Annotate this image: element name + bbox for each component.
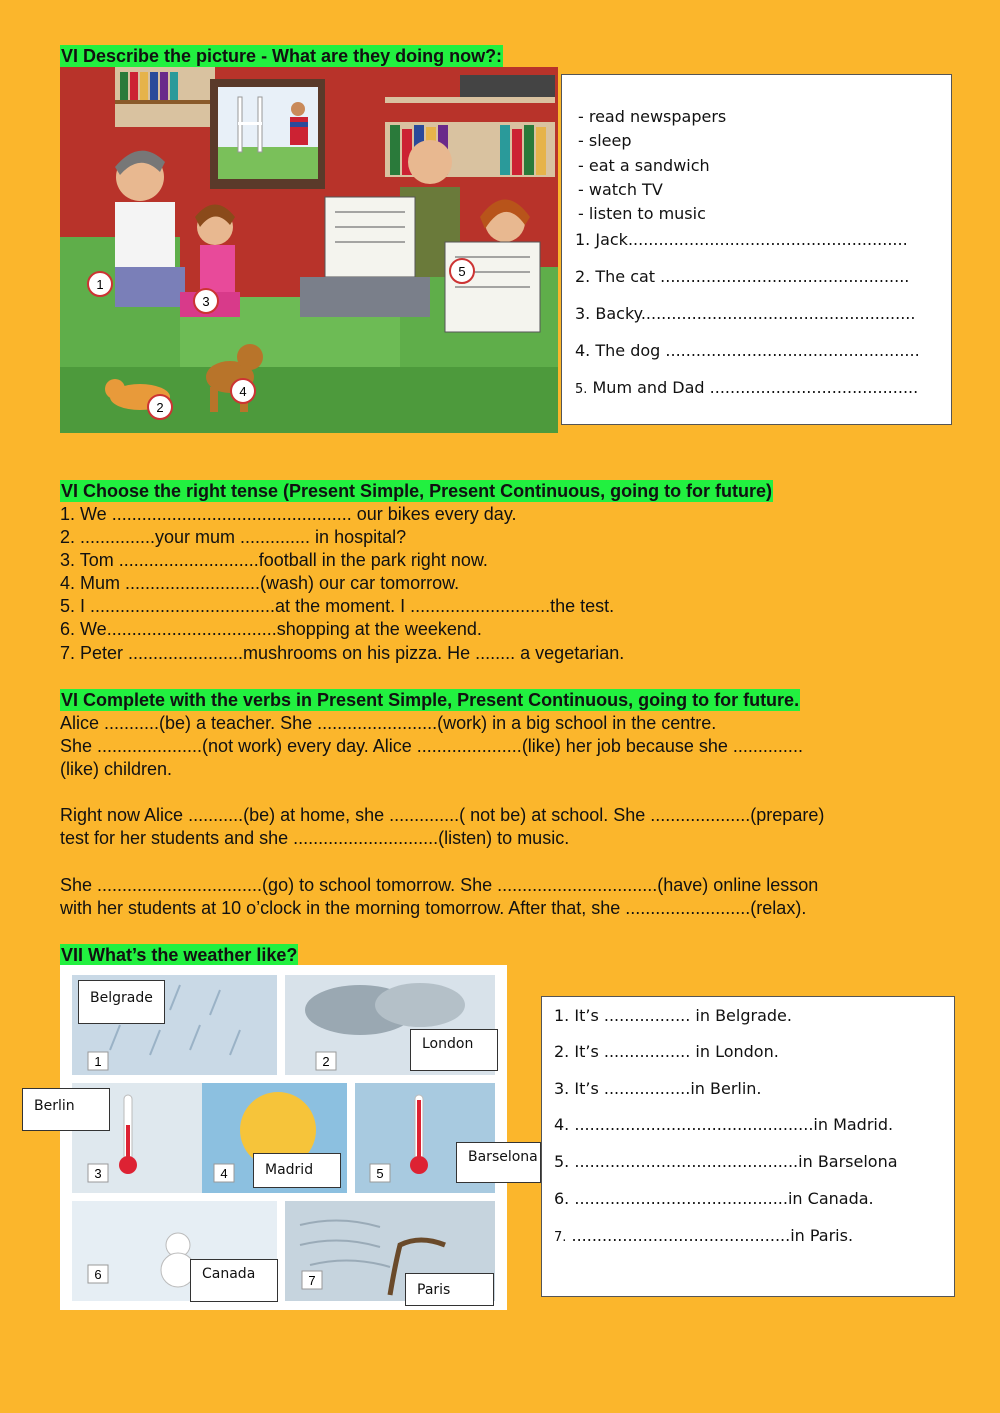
panel-number-7 [302,1271,322,1289]
weather-sentence-1[interactable] [554,1006,792,1025]
complete-line-7[interactable]: with her students at 10 o’clock in the morning tomorrow. After that, she .........................(relax). [60,898,807,918]
badge-label-5: 5 [458,264,466,279]
weather-sentence-5-num: 5. [554,1152,570,1171]
panel-number-4 [214,1164,234,1182]
sentence-2[interactable] [575,267,909,286]
weather-sentence-1-num: 1. [554,1006,570,1025]
section1-heading: VI Describe the picture - What are they doing now?: [61,46,503,66]
weather-sentence-6[interactable] [554,1189,874,1208]
weather-sentence-5-text: ............................................in Barselona [574,1152,898,1171]
weather-sentence-7-text: ...........................................in Paris. [571,1226,854,1245]
sentence-2-text: The cat ................................................. [595,267,910,286]
section3-heading: VI Complete with the verbs in Present Simple, Present Continuous, going to for future. [61,690,800,710]
weather-sentence-3-num: 3. [554,1079,570,1098]
tense-line-1[interactable]: 1. We ................................................ our bikes every day. [60,504,517,524]
tense-line-2[interactable]: 2. ...............your mum .............. in hospital? [60,527,407,547]
sentence-4-text: The dog .................................................. [595,341,920,360]
number-badge-3 [194,289,218,313]
sentence-1[interactable] [575,230,908,249]
weather-sentence-7-num: 7. [554,1230,567,1245]
weather-sentence-3[interactable] [554,1079,762,1098]
weather-sentence-2[interactable] [554,1042,779,1061]
sentence-4-num: 4. [575,341,591,360]
tense-line-4[interactable]: 4. Mum ...........................(wash) our car tomorrow. [60,573,460,593]
panel-number-3-text: 3 [94,1166,102,1181]
city-label-berlin: Berlin [22,1088,110,1131]
city-label-madrid: Madrid [253,1153,341,1188]
weather-sentence-5[interactable] [554,1152,898,1171]
weather-sentence-6-text: ..........................................in Canada. [574,1189,874,1208]
panel-number-2-text: 2 [322,1054,330,1069]
weather-sentence-4[interactable] [554,1115,893,1134]
tense-line-5[interactable]: 5. I .....................................at the moment. I ............................the test. [60,596,615,616]
panel-number-3 [88,1164,108,1182]
city-label-london: London [410,1029,498,1071]
badge-label-2: 2 [156,400,164,415]
city-label-barselona: Barselona [456,1142,541,1183]
weather-sentence-4-num: 4. [554,1115,570,1134]
tense-line-3[interactable]: 3. Tom ............................football in the park right now. [60,550,488,570]
city-label-belgrade: Belgrade [78,980,165,1024]
number-badge-2 [148,395,172,419]
panel-number-6-text: 6 [94,1267,102,1282]
complete-line-1[interactable]: Alice ...........(be) a teacher. She ........................(work) in a big school in the centre. [60,713,717,733]
verb-eat-sandwich: - eat a sandwich [578,156,710,175]
living-room-picture [60,67,558,433]
number-badge-4 [231,379,255,403]
complete-line-4[interactable]: Right now Alice ...........(be) at home, she ..............( not be) at school. She ....................(prepare) [60,805,825,825]
panel-number-5-text: 5 [376,1166,384,1181]
sentence-3-text: Backy...................................................... [595,304,916,323]
badge-label-4: 4 [239,384,247,399]
sentence-1-text: Jack....................................................... [595,230,908,249]
sentence-4[interactable] [575,341,920,360]
verb-read-newspapers: - read newspapers [578,107,727,126]
sentence-5-text: Mum and Dad ......................................... [592,378,919,397]
badge-label-3: 3 [202,294,210,309]
sentence-5[interactable] [575,378,918,397]
city-label-canada: Canada [190,1259,278,1302]
badge-label-1: 1 [96,277,104,292]
weather-sentence-1-text: It’s ................. in Belgrade. [574,1006,792,1025]
verb-watch-tv: - watch TV [578,180,663,199]
section4-heading: VII What’s the weather like? [61,945,298,965]
weather-answer-box [541,996,955,1297]
section1-answer-box [561,74,952,425]
panel-number-2 [316,1052,336,1070]
weather-sentence-2-text: It’s ................. in London. [574,1042,779,1061]
complete-line-3[interactable]: (like) children. [60,759,173,779]
verb-sleep: - sleep [578,131,632,150]
number-badge-5 [450,259,474,283]
sentence-3[interactable] [575,304,915,323]
panel-number-5 [370,1164,390,1182]
complete-line-5[interactable]: test for her students and she .............................(listen) to music. [60,828,570,848]
panel-number-1 [88,1052,108,1070]
panel-number-4-text: 4 [220,1166,228,1181]
verb-listen-music: - listen to music [578,204,706,223]
number-badge-1 [88,272,112,296]
section2-heading: VI Choose the right tense (Present Simple, Present Continuous, going to for future) [61,481,773,501]
tense-line-7[interactable]: 7. Peter .......................mushrooms on his pizza. He ........ a vegetarian. [60,643,625,663]
panel-number-6 [88,1265,108,1283]
complete-line-6[interactable]: She .................................(go) to school tomorrow. She ................................(have) online lesson [60,875,819,895]
weather-sentence-7[interactable] [554,1226,853,1245]
panel-number-7-text: 7 [308,1273,316,1288]
city-label-paris: Paris [405,1273,494,1306]
sentence-1-num: 1. [575,230,591,249]
panel-number-1-text: 1 [94,1054,102,1069]
complete-line-2[interactable]: She .....................(not work) every day. Alice .....................(like) her job because she .............. [60,736,803,756]
weather-sentence-6-num: 6. [554,1189,570,1208]
sentence-5-num: 5. [575,382,588,397]
weather-sentence-4-text: ...............................................in Madrid. [574,1115,894,1134]
sentence-3-num: 3. [575,304,591,323]
sentence-2-num: 2. [575,267,591,286]
tense-line-6[interactable]: 6. We..................................shopping at the weekend. [60,619,482,639]
weather-sentence-3-text: It’s .................in Berlin. [574,1079,762,1098]
weather-sentence-2-num: 2. [554,1042,570,1061]
